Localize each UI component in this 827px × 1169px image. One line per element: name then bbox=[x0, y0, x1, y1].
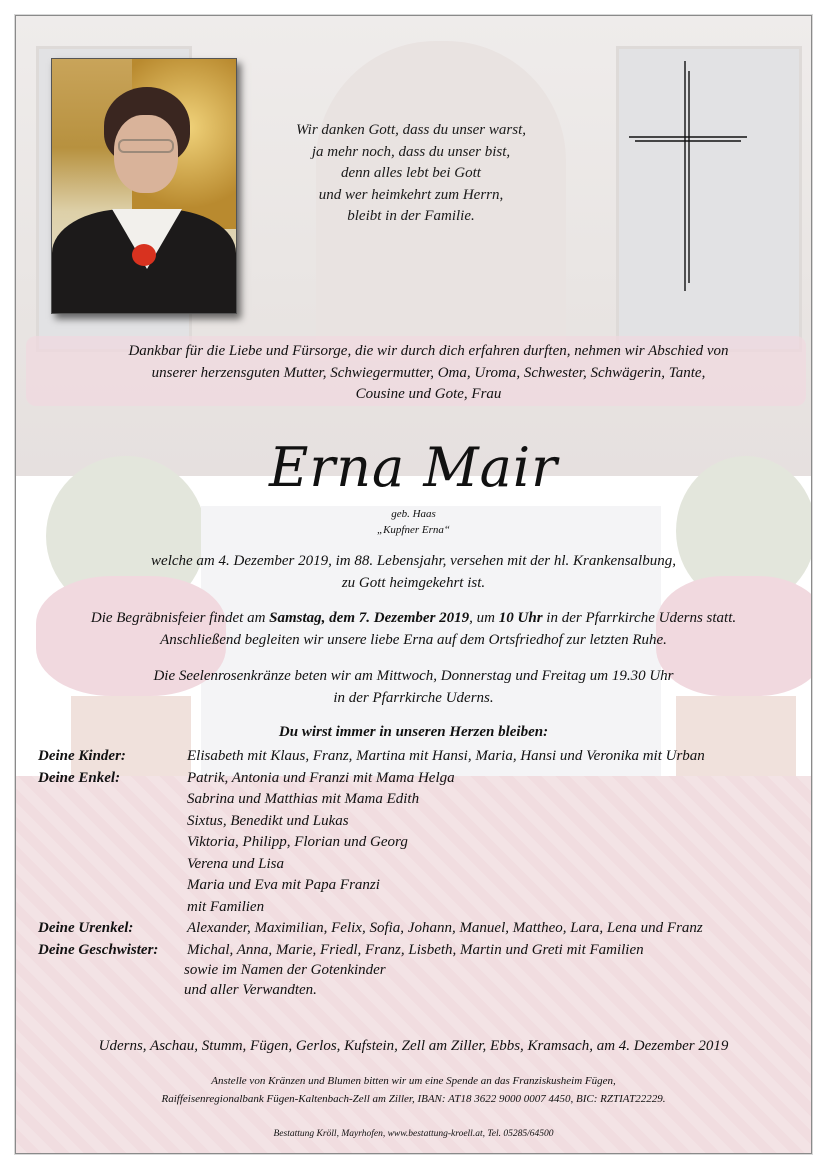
photo-rose bbox=[132, 244, 156, 266]
death-notice bbox=[31, 551, 796, 594]
funeral-post: in der Pfarrkirche Uderns statt. bbox=[542, 610, 737, 626]
family-row-children bbox=[38, 746, 808, 768]
family-row-siblings bbox=[38, 940, 808, 960]
donation-note bbox=[16, 1072, 811, 1108]
donation-line: Anstelle von Kränzen und Blumen bitten wir um eine Spende an das Franziskusheim Fügen, bbox=[211, 1075, 616, 1087]
places-and-date: Uderns, Aschau, Stumm, Fügen, Gerlos, Kufstein, Zell am Ziller, Ebbs, Kramsach, am 4. Dezember 2019 bbox=[98, 1038, 729, 1054]
grandchildren-line: Patrik, Antonia und Franzi mit Mama Helga bbox=[187, 769, 455, 786]
family-row bbox=[38, 897, 808, 919]
poem-line: ja mehr noch, dass du unser bist, bbox=[311, 143, 511, 160]
funeral-mid: , um bbox=[469, 610, 499, 626]
family-row-great-grandchildren bbox=[38, 918, 808, 940]
death-line: welche am 4. Dezember 2019, im 88. Lebensjahr, versehen mit der hl. Krankensalbung, bbox=[151, 553, 676, 569]
family-row bbox=[38, 875, 808, 897]
extra-line: sowie im Namen der Gotenkinder bbox=[184, 961, 386, 978]
obituary-card bbox=[15, 15, 812, 1154]
family-row bbox=[38, 789, 808, 811]
photo-face bbox=[114, 115, 178, 193]
intro-line: unserer herzensguten Mutter, Schwiegermutter, Oma, Uroma, Schwester, Schwägerin, Tante, bbox=[151, 364, 706, 381]
grandchildren-label: Deine Enkel: bbox=[38, 769, 121, 786]
grandchildren-line: mit Familien bbox=[187, 898, 265, 915]
undertaker-info: Bestattung Kröll, Mayrhofen, www.bestattung-kroell.at, Tel. 05285/64500 bbox=[273, 1129, 554, 1139]
children-names: Elisabeth mit Klaus, Franz, Martina mit Hansi, Maria, Hansi und Veronika mit Urban bbox=[187, 748, 705, 764]
funeral-notice bbox=[31, 608, 796, 651]
funeral-day: Samstag, dem 7. Dezember 2019 bbox=[269, 610, 470, 626]
rosary-line: Die Seelenrosenkränze beten wir am Mittwoch, Donnerstag und Freitag um 19.30 Uhr bbox=[153, 668, 674, 684]
extra-line: und aller Verwandten. bbox=[184, 981, 317, 998]
siblings-names: Michal, Anna, Marie, Friedl, Franz, Lisbeth, Martin und Greti mit Familien bbox=[187, 941, 644, 958]
family-row bbox=[38, 811, 808, 833]
portrait-photo bbox=[51, 58, 237, 314]
grandchildren-line: Viktoria, Philipp, Florian und Georg bbox=[187, 834, 408, 850]
rosary-notice bbox=[31, 666, 796, 709]
poem-line: bleibt in der Familie. bbox=[347, 208, 475, 224]
funeral-pre: Die Begräbnisfeier findet am bbox=[90, 610, 270, 626]
grandchildren-line: Sabrina und Matthias mit Mama Edith bbox=[187, 791, 420, 807]
intro-line: Cousine und Gote, Frau bbox=[355, 386, 502, 402]
siblings-label: Deine Geschwister: bbox=[38, 941, 159, 958]
poem-line: denn alles lebt bei Gott bbox=[341, 165, 481, 181]
children-label: Deine Kinder: bbox=[38, 748, 126, 764]
intro-line: Dankbar für die Liebe und Fürsorge, die wir durch dich erfahren durften, nehmen wir Abschied von bbox=[128, 343, 729, 359]
great-grandchildren-label: Deine Urenkel: bbox=[38, 920, 134, 936]
family-row-grandchildren bbox=[38, 768, 808, 790]
mourners-heading: Du wirst immer in unseren Herzen bleiben: bbox=[278, 724, 549, 740]
poem-line: und wer heimkehrt zum Herrn, bbox=[318, 186, 504, 203]
birth-name: geb. Haas bbox=[391, 508, 436, 520]
mourners-list bbox=[38, 746, 808, 1000]
poem-line: Wir danken Gott, dass du unser warst, bbox=[295, 122, 526, 138]
deceased-name: Erna Mair bbox=[269, 436, 558, 499]
grandchildren-line: Maria und Eva mit Papa Franzi bbox=[187, 877, 380, 893]
intro-text bbox=[41, 341, 812, 406]
family-row bbox=[38, 832, 808, 854]
great-grandchildren-names: Alexander, Maximilian, Felix, Sofia, Johann, Manuel, Mattheo, Lara, Lena und Franz bbox=[187, 920, 703, 936]
nickname: „Kupfner Erna“ bbox=[376, 524, 451, 536]
death-line: zu Gott heimgekehrt ist. bbox=[341, 574, 486, 591]
funeral-line-1 bbox=[31, 608, 796, 630]
poem bbox=[246, 120, 576, 228]
cross-icon bbox=[629, 61, 747, 291]
rosary-line: in der Pfarrkirche Uderns. bbox=[333, 689, 494, 706]
family-row bbox=[38, 960, 808, 980]
funeral-time: 10 Uhr bbox=[498, 610, 543, 626]
photo-glasses bbox=[118, 139, 174, 153]
birth-name-block bbox=[16, 506, 811, 538]
funeral-line-2: Anschließend begleiten wir unsere liebe Erna auf dem Ortsfriedhof zur letzten Ruhe. bbox=[160, 631, 667, 648]
grandchildren-line: Sixtus, Benedikt und Lukas bbox=[187, 812, 349, 829]
donation-line: Raiffeisenregionalbank Fügen-Kaltenbach-Zell am Ziller, IBAN: AT18 3622 9000 0007 4450, BIC: RZTIAT22229. bbox=[161, 1093, 666, 1105]
family-row bbox=[38, 980, 808, 1000]
family-row bbox=[38, 854, 808, 876]
grandchildren-line: Verena und Lisa bbox=[187, 855, 284, 872]
